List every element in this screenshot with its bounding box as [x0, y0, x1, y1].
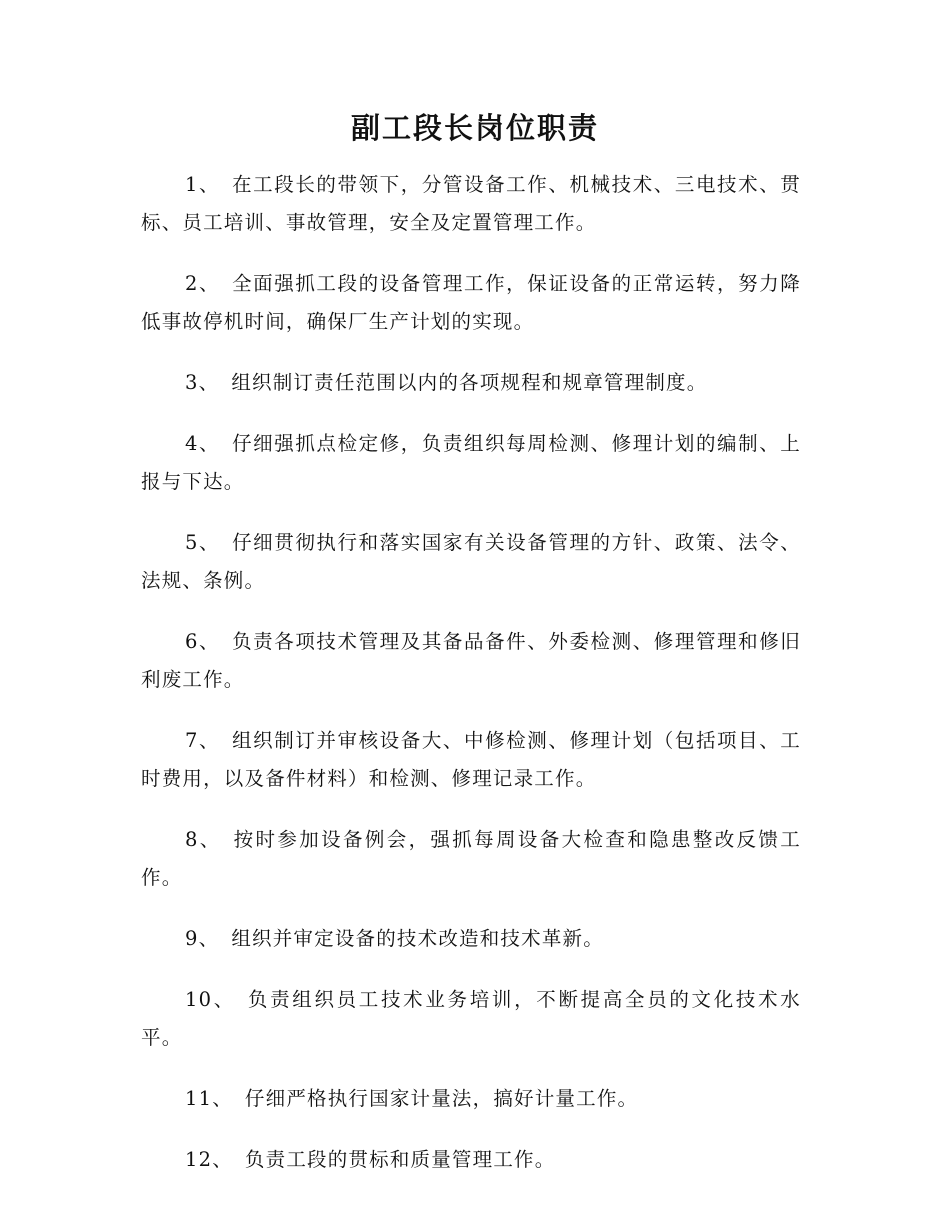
duty-text: 仔细强抓点检定修，负责组织每周检测、修理计划的编制、上报与下达。: [141, 432, 801, 493]
duty-text: 组织并审定设备的技术改造和技术革新。: [231, 927, 604, 950]
duty-number: 5、: [185, 531, 221, 554]
duty-item-5: [141, 524, 801, 600]
duty-item-12: [141, 1141, 801, 1179]
duty-item-1: [141, 166, 801, 242]
duty-number: 12、: [185, 1148, 233, 1171]
duty-text: 组织制订责任范围以内的各项规程和规章管理制度。: [231, 371, 708, 394]
duty-number: 7、: [185, 729, 221, 752]
duty-item-6: [141, 623, 801, 699]
duty-number: 11、: [185, 1087, 233, 1110]
duty-text: 仔细贯彻执行和落实国家有关设备管理的方针、政策、法令、法规、条例。: [141, 531, 801, 592]
document-title: 副工段长岗位职责: [350, 111, 599, 145]
duty-number: 10、: [185, 988, 236, 1011]
duty-number: 3、: [185, 371, 220, 394]
duty-text: 负责组织员工技术业务培训，不断提高全员的文化技术水平。: [141, 988, 801, 1049]
duty-text: 在工段长的带领下，分管设备工作、机械技术、三电技术、贯标、员工培训、事故管理，安全及定置管理工作。: [141, 173, 801, 234]
duty-item-9: [141, 920, 801, 958]
duty-item-7: [141, 722, 801, 798]
duty-number: 9、: [185, 927, 220, 950]
duty-item-11: [141, 1080, 801, 1118]
duty-number: 2、: [185, 272, 221, 295]
duty-item-2: [141, 265, 801, 341]
duty-text: 组织制订并审核设备大、中修检测、修理计划（包括项目、工时费用，以及备件材料）和检测、修理记录工作。: [141, 729, 801, 790]
duty-number: 6、: [185, 630, 221, 653]
duty-text: 负责工段的贯标和质量管理工作。: [244, 1148, 556, 1171]
duty-item-10: [141, 981, 801, 1057]
duty-number: 8、: [185, 828, 222, 851]
duty-item-4: [141, 425, 801, 501]
duty-number: 4、: [185, 432, 221, 455]
duty-text: 按时参加设备例会，强抓每周设备大检查和隐患整改反馈工作。: [141, 828, 801, 889]
duty-text: 全面强抓工段的设备管理工作，保证设备的正常运转，努力降低事故停机时间，确保厂生产计划的实现。: [141, 272, 801, 333]
duty-number: 1、: [185, 173, 221, 196]
duty-item-3: [141, 364, 801, 402]
duty-list: [141, 166, 801, 1202]
duty-item-8: [141, 821, 801, 897]
duty-text: 仔细严格执行国家计量法，搞好计量工作。: [244, 1087, 639, 1110]
duty-text: 负责各项技术管理及其备品备件、外委检测、修理管理和修旧利废工作。: [141, 630, 801, 691]
